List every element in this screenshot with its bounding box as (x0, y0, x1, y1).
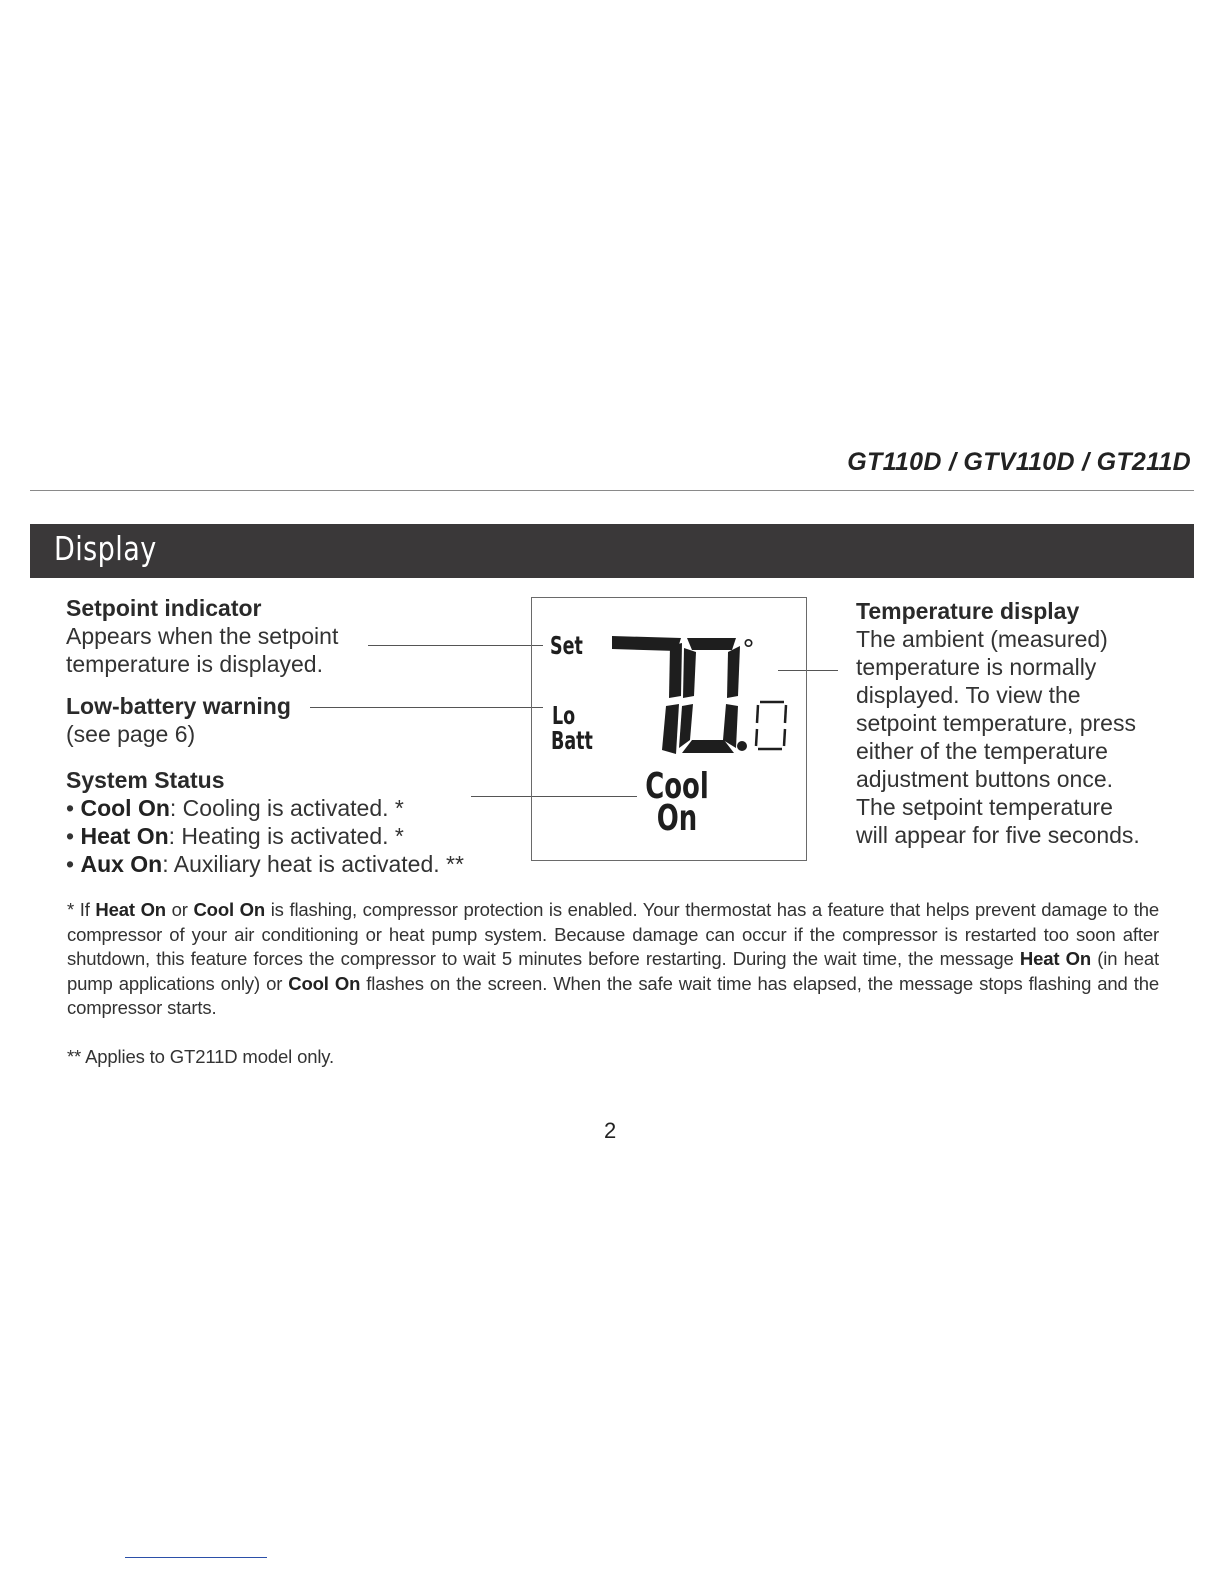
temperature-display-title: Temperature display (856, 598, 1080, 624)
temperature-display-line: displayed. To view the (856, 682, 1081, 708)
system-status-description (66, 766, 464, 878)
setpoint-leader-line (368, 645, 543, 646)
status-list-item: • Heat On: Heating is activated. * (66, 823, 404, 849)
status-list-item: • Cool On: Cooling is activated. * (66, 795, 404, 821)
temperature-display-line: The ambient (measured) (856, 626, 1108, 652)
section-title: Display (54, 529, 157, 568)
lcd-digit-zero (679, 638, 740, 753)
temperature-display-line: temperature is normally (856, 654, 1097, 680)
setpoint-indicator-description (66, 594, 338, 678)
low-battery-title: Low-battery warning (66, 693, 291, 719)
lcd-status-on: On (656, 798, 698, 839)
temperature-display-line: The setpoint temperature (856, 794, 1113, 820)
header-rule (30, 490, 1194, 491)
temperature-display-line: either of the temperature (856, 738, 1108, 764)
lcd-digit-seven (612, 636, 682, 754)
model-header: GT110D / GTV110D / GT211D (847, 448, 1191, 476)
compressor-protection-footnote: * If Heat On or Cool On is flashing, compressor protection is enabled. Your thermostat has a feature that helps prevent damage to the compressor of your air conditioning or heat pump system. Because damage can occur if the compressor is restarted too soon after shutdown, this feature forces the compressor to wait 5 minutes before restarting. During the wait time, the message Heat On (in heat pump applications only) or Cool On flashes on the screen. When the safe wait time has elapsed, the message stops flashing and the compressor starts. (67, 899, 1159, 1019)
thermostat-lcd-illustration (531, 597, 807, 861)
lcd-status-cool: Cool (645, 766, 709, 807)
lcd-batt-label: Batt (551, 726, 593, 755)
section-bar (30, 524, 1194, 578)
lcd-digit-tenths (756, 702, 786, 749)
low-battery-leader-line (310, 707, 543, 708)
status-list-item: • Aux On: Auxiliary heat is activated. ** (66, 851, 464, 877)
lcd-degree-symbol: ° (742, 635, 755, 665)
low-battery-description (66, 692, 291, 748)
setpoint-indicator-title: Setpoint indicator (66, 595, 262, 621)
lcd-set-label: Set (550, 631, 583, 660)
bottom-rule (125, 1557, 267, 1558)
lcd-decimal-point (737, 741, 747, 751)
model-footnote: ** Applies to GT211D model only. (67, 1046, 335, 1067)
low-battery-line: (see page 6) (66, 721, 196, 747)
temperature-display-line: will appear for five seconds. (856, 822, 1140, 848)
system-status-title: System Status (66, 767, 225, 793)
setpoint-indicator-line: temperature is displayed. (66, 651, 323, 677)
temperature-display-description (856, 597, 1140, 849)
page-number: 2 (604, 1118, 617, 1143)
lcd-lo-label: Lo (552, 701, 576, 730)
setpoint-indicator-line: Appears when the setpoint (66, 623, 339, 649)
temperature-display-line: setpoint temperature, press (856, 710, 1136, 736)
temperature-display-line: adjustment buttons once. (856, 766, 1113, 792)
